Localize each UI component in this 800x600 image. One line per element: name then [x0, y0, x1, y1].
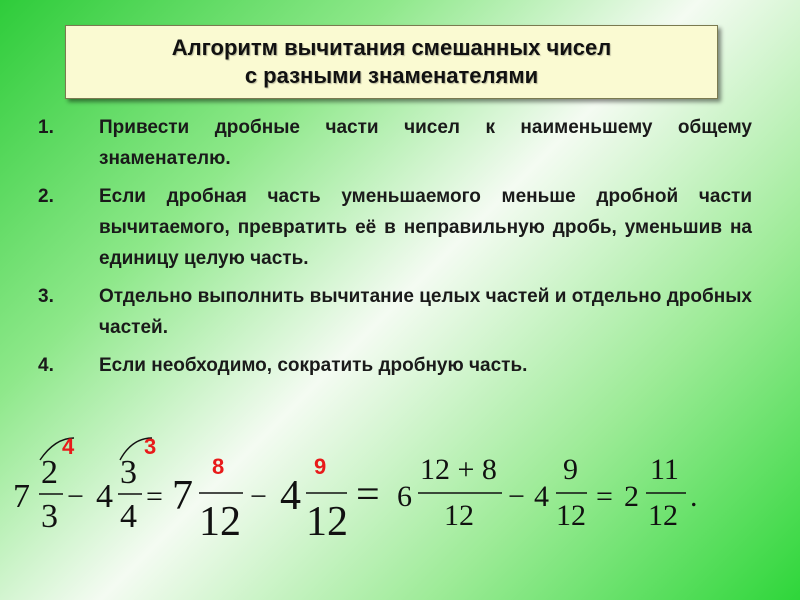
- step-text: Отдельно выполнить вычитание целых частей и отдельно дробных частей.: [99, 286, 752, 338]
- step-item: [38, 181, 752, 274]
- numerator: 11: [650, 453, 679, 486]
- denominator: 12: [199, 499, 241, 545]
- step-number: 1.: [38, 117, 54, 138]
- title-line-1: Алгоритм вычитания смешанных чисел: [171, 35, 612, 60]
- numerator-highlight: 9: [314, 454, 327, 479]
- whole-part: 2: [624, 480, 639, 513]
- factor-label-4: 4: [62, 434, 75, 459]
- step-number: 3.: [38, 286, 54, 307]
- denominator: 12: [306, 499, 348, 545]
- denominator: 12: [556, 499, 586, 532]
- whole-part: 4: [280, 473, 301, 519]
- step-number: 2.: [38, 186, 54, 207]
- numerator: 3: [120, 454, 137, 491]
- factor-label-3: 3: [144, 434, 157, 459]
- step-item: [38, 112, 752, 174]
- period: .: [690, 480, 698, 513]
- algorithm-steps: [38, 112, 752, 388]
- title-box: [65, 25, 718, 99]
- example-formula: [0, 420, 800, 600]
- minus-sign: −: [250, 480, 267, 513]
- minus-sign: −: [67, 480, 84, 513]
- denominator: 3: [41, 498, 58, 535]
- equals-sign: =: [596, 480, 613, 513]
- denominator: 4: [120, 498, 137, 535]
- numerator: 9: [563, 453, 578, 486]
- denominator: 12: [444, 499, 474, 532]
- step-text: Если необходимо, сократить дробную часть.: [99, 355, 528, 376]
- equals-sign: =: [146, 480, 163, 513]
- equals-sign: =: [356, 472, 380, 518]
- numerator-highlight: 8: [212, 454, 225, 479]
- denominator: 12: [648, 499, 678, 532]
- step-item: [38, 350, 752, 381]
- step-text: Привести дробные части чисел к наименьшему общему знаменателю.: [99, 117, 752, 169]
- step-item: [38, 281, 752, 343]
- whole-part: 7: [172, 473, 193, 519]
- step-number: 4.: [38, 355, 54, 376]
- whole-part: 4: [534, 480, 549, 513]
- step-text: Если дробная часть уменьшаемого меньше дробной части вычитаемого, превратить её в неправильную дробь, уменьшив на единицу целую часть.: [99, 186, 752, 269]
- whole-part: 6: [397, 480, 412, 513]
- title-line-2: с разными знаменателями: [244, 63, 539, 88]
- whole-part: 4: [96, 478, 113, 515]
- numerator: 12 + 8: [420, 453, 497, 486]
- whole-part: 7: [13, 478, 30, 515]
- numerator: 2: [41, 454, 58, 491]
- minus-sign: −: [508, 480, 525, 513]
